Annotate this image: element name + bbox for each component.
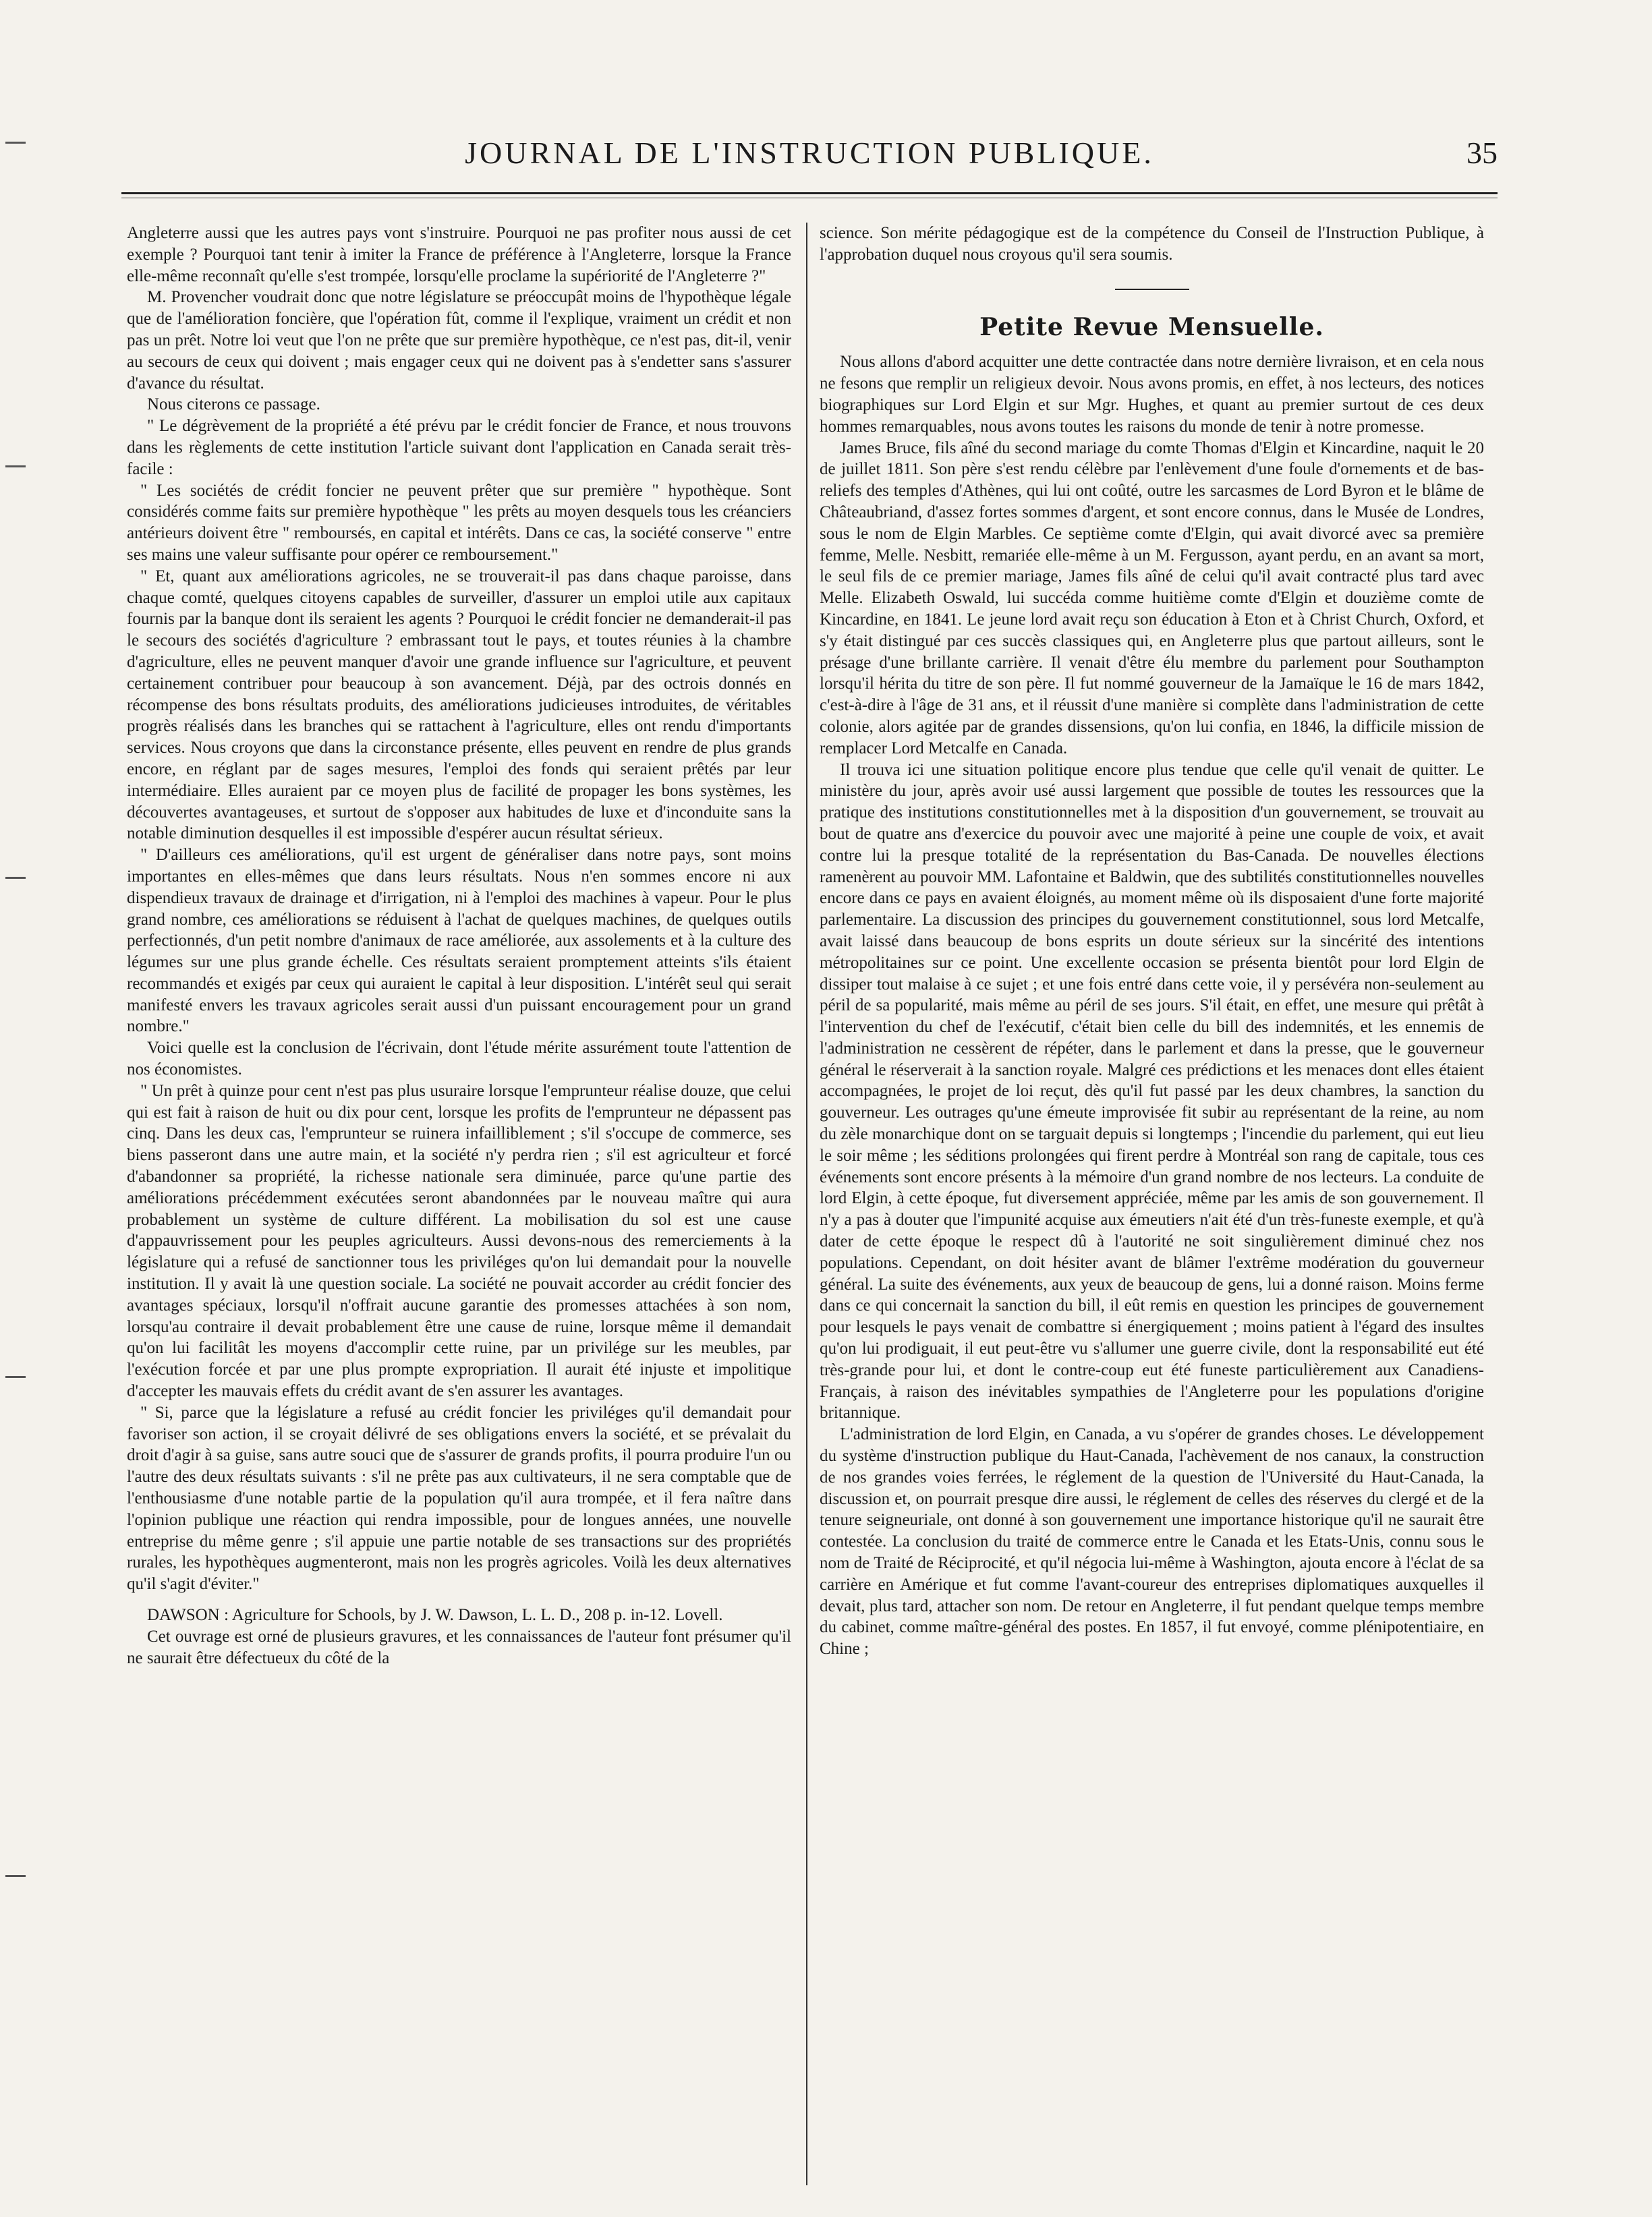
binding-edge — [0, 0, 40, 2217]
quoted-paragraph: " Les sociétés de crédit foncier ne peuvent prêter que sur première " hypothèque. Sont considérés comme faits sur première hypothèque " les prêts au moyen desquels tous les créanciers antérieurs doivent être " remboursés, en capital et intérêts. Dans ce cas, la société conserve " entre ses mains une valeur suffisante pour opérer ce remboursement." — [127, 481, 791, 564]
paragraph: Il trouva ici une situation politique encore plus tendue que celle qu'il venait de quitter. Le ministère du jour, après avoir usé aussi largement que possible de toutes les ressources que la pratique des institutions constitutionnelles met à la disposition d'un gouvernement, se trouvait au bout de quatre ans d'exercice du pouvoir avec une majorité à peine une couple de voix, et avait contre lui la presque totalité de la représentation du Bas-Canada. De nouvelles élections ramenèrent au pouvoir MM. Lafontaine et Baldwin, que des subtilités constitutionnelles nouvelles encore dans ce pays en avaient éloignés, au moment même où ils disposaient d'une forte majorité parlementaire. La discussion des principes du gouvernement constitutionnel, sous lord Metcalfe, avait laissé dans beaucoup de bons esprits un doute sérieux sur la sincérité des intentions métropolitaines sur ce point. Une excellente occasion se présenta bientôt pour lord Elgin de dissiper tout malaise à ce sujet ; et une fois entré dans cette voie, il y persévéra non-seulement au péril de sa popularité, mais même au péril de ses jours. S'il était, en effet, une mesure qui prêtât à l'intervention du chef de l'exécutif, c'était bien celle du bill des indemnités, et les ennemis de l'administration ne cessèrent de répéter, dans le parlement et dans la presse, que le gouverneur général le réserverait à la sanction royale. Malgré ces prédictions et les menaces dont elles étaient accompagnées, le projet de loi reçut, dès qu'il fut passé par les deux chambres, la sanction du gouverneur. Les outrages qu'une émeute improvisée fit subir au représentant de la reine, au nom du zèle monarchique dont on se targuait depuis si longtemps ; l'incendie du parlement, qui eut lieu le soir même ; les séditions prolongées qui firent perdre à Montréal son rang de capitale, tous ces événements sont encore présents à la mémoire d'un grand nombre de nos lecteurs. La conduite de lord Elgin, à cette époque, fut diversement appréciée, même par les amis de son gouvernement. Il n'y a pas à douter que l'impunité acquise aux émeutiers n'ait été d'un très-funeste exemple, et qu'à dater de cette époque le respect dû à l'autorité ne soit singulièrement diminué chez nos populations. Cependant, on doit hésiter avant de blâmer l'extrême modération du gouverneur général. La suite des événements, aux yeux de beaucoup de gens, lui a donné raison. Moins ferme dans ce qui concernait la sanction du bill, il eût remis en question les principes de gouvernement pour lesquels le pays venait de combattre si énergiquement ; moins patient à l'égard des insultes qu'on lui prodiguait, il eut peut-être vu s'allumer une guerre civile, dont la responsabilité eut été très-grande pour lui, et dont le contre-coup eut été funeste particulièrement aux Canadiens-Français, à raison des inévitables sympathies de l'Angleterre pour les populations d'origine britannique. — [820, 760, 1484, 1422]
quoted-paragraph: " D'ailleurs ces améliorations, qu'il est urgent de généraliser dans notre pays, sont moins importantes en elles-mêmes que dans leurs résultats. Nous n'en sommes encore ni aux dispendieux travaux de drainage et d'irrigation, ni à l'emploi des machines à vapeur. Pour le plus grand nombre, ces améliorations se réduisent à l'achat de quelques machines, de quelques outils perfectionnés, d'un petit nombre d'animaux de race améliorée, aux assolements et à la culture des légumes sur une plus grande échelle. Ces résultats seraient promptement atteints s'ils étaient recommandés et exigés par ceux qui auraient le capital à leur disposition. L'intérêt seul qui serait manifesté envers les travaux agricoles serait aussi d'un puissant encouragement pour un grand nombre." — [127, 846, 791, 1036]
quoted-paragraph: " Si, parce que la législature a refusé au crédit foncier les priviléges qu'il demandait pour favoriser son action, il se croyait délivré de ses obligations envers la société, et se prévalait du droit d'agir à sa guise, sans autre souci que de s'assurer de grands profits, il pourra produire l'un ou l'autre des deux résultats suivants : s'il ne prête pas aux cultivateurs, il ne sera comptable que de l'enthousiasme d'une notable partie de la population qu'il aura trompée, et il fera naître dans l'opinion publique une réaction qui rendra impossible, pour de longues années, une nouvelle entreprise du même genre ; s'il appuie une partie notable de ses transactions sur des propriétés rurales, les hypothèques augmenteront, mais non les progrès agricoles. Voilà les deux alternatives qu'il s'agit d'éviter." — [127, 1403, 791, 1594]
paragraph: Cet ouvrage est orné de plusieurs gravures, et les connaissances de l'auteur font présumer qu'il ne saurait être défectueux du côté de la — [127, 1627, 791, 1667]
journal-title: JOURNAL DE L'INSTRUCTION PUBLIQUE. — [465, 136, 1154, 170]
paragraph: Nous allons d'abord acquitter une dette contractée dans notre dernière livraison, et en cela nous ne fesons que remplir un religieux devoir. Nous avons promis, en effet, à nos lecteurs, des notices biographiques sur Lord Elgin et sur Mgr. Hughes, et quant au premier surtout de ces deux hommes remarquables, nous avons toutes les raisons du monde de tenir à notre promesse. — [820, 353, 1484, 436]
paragraph: Voici quelle est la conclusion de l'écrivain, dont l'étude mérite assurément toute l'attention de nos économistes. — [127, 1039, 791, 1079]
quoted-paragraph: " Et, quant aux améliorations agricoles, ne se trouverait-il pas dans chaque paroisse, dans chaque comté, quelques citoyens capables de surveiller, d'assurer un emploi utile aux capitaux fournis par la banque dont ils seraient les agents ? Pourquoi le crédit foncier ne demanderait-il pas le secours des sociétés d'agriculture ? embrassant tout le pays, et toutes réunies à la chambre d'agriculture, elles ne peuvent manquer d'avoir une grande influence sur l'agriculture, et peuvent certainement contribuer pour beaucoup à son avancement. Déjà, par des octrois donnés en récompense des bons résultats produits, des améliorations judicieuses introduites, de véritables progrès réalisés dans les branches qui se rattachent à l'agriculture, elles ont rendu d'importants services. Nous croyons que dans la circonstance présente, elles peuvent en rendre de plus grands encore, en réglant par de sages mesures, l'emploi des fonds qui seraient prêtés par leur intermédiaire. Elles auraient par ce moyen plus de facilité de propager les bons systèmes, les découvertes avantageuses, et surtout de s'opposer aux habitudes de luxe et d'inconduite sans la notable diminution desquelles il est impossible d'espérer aucun résultat sérieux. — [127, 567, 791, 843]
paragraph: M. Provencher voudrait donc que notre législature se préoccupât moins de l'hypothèque légale que de l'amélioration foncière, que l'opération fût, comme il l'explique, vraiment un crédit et non pas un prêt. Notre loi veut que l'on ne prête que sur première hypothèque, ce n'est pas, dit-il, venir au secours de ceux qui doivent ; mais engager ceux qui ne doivent pas à s'endetter sans s'assurer d'avance du résultat. — [127, 288, 791, 393]
right-column — [820, 223, 1484, 2179]
column-divider — [806, 223, 807, 2185]
header-rule — [121, 192, 1498, 194]
paragraph: Nous citerons ce passage. — [147, 395, 320, 414]
paragraph: L'administration de lord Elgin, en Canada, a vu s'opérer de grandes choses. Le développement du système d'instruction publique du Haut-Canada, l'achèvement de nos canaux, la construction de nos grandes voies ferrées, le réglement de la question de l'Université du Haut-Canada, la discussion et, on pourrait presque dire aussi, le réglement de celles des réserves du clergé et de la tenure seigneuriale, ont donné à son gouvernement une importance historique qu'il ne saurait être contestée. La conclusion du traité de commerce entre le Canada et les Etats-Unis, connu sous le nom de Traité de Réciprocité, et qu'il négocia lui-même à Washington, ajouta encore à l'éclat de sa carrière en Amérique et fut comme l'avant-coureur des entreprises diplomatiques auxquelles il devait, plus tard, attacher son nom. De retour en Angleterre, il fut pendant quelque temps membre du cabinet, comme maître-général des postes. En 1857, il fut envoyé, comme plénipotentiaire, en Chine ; — [820, 1425, 1484, 1659]
paragraph: " Le dégrèvement de la propriété a été prévu par le crédit foncier de France, et nous trouvons dans les règlements de cette institution l'article suivant dont l'application en Canada serait très-facile : — [127, 417, 791, 478]
left-column — [127, 223, 791, 2179]
page-number: 35 — [1466, 136, 1498, 170]
paragraph: Angleterre aussi que les autres pays vont s'instruire. Pourquoi ne pas profiter nous aussi de cet exemple ? Pourquoi tant tenir à imiter la France de préférence à l'Angleterre, lorsque la France elle-même reconnaît qu'elle s'est trompée, lorsqu'elle proclame la supériorité de l'Angleterre ?" — [127, 224, 791, 285]
section-separator — [1115, 289, 1189, 290]
section-title: Petite Revue Mensuelle. — [979, 312, 1324, 341]
quoted-paragraph: " Un prêt à quinze pour cent n'est pas plus usuraire lorsque l'emprunteur réalise douze, que celui qui est fait à raison de huit ou dix pour cent, lorsque les profits de l'emprunteur ne dépassent pas cinq. Dans les deux cas, l'emprunteur se ruinera infailliblement ; s'il s'occupe de commerce, ses biens passeront dans une autre main, et la société n'y perdra rien ; s'il est agriculteur et forcé d'abandonner sa propriété, la richesse nationale sera diminuée, parce qu'une partie des améliorations précédemment exécutées seront abandonnées par le nouveau maître qui aura probablement un système de culture différent. La mobilisation du sol est une cause d'appauvrissement pour les peuples agriculteurs. Aussi devons-nous des remerciements à la législature qui a refusé de sanctionner tous les priviléges qu'on lui demandait pour la nouvelle institution. Il y avait là une question sociale. La société ne pouvait accorder au crédit foncier des avantages spéciaux, lorsqu'il n'offrait aucune garantie des promesses attachées à son nom, lorsqu'au contraire il devait probablement être une cause de ruine, lorsque même il demandait qu'on lui facilitât les moyens d'accomplir cette ruine, par un privilége sur les meubles, par l'exécution forcée et par une plus prompte expropriation. Il aurait été injuste et impolitique d'accepter les mauvais effets du crédit avant de s'en assurer les avantages. — [127, 1081, 791, 1401]
running-header — [121, 135, 1498, 182]
paragraph: science. Son mérite pédagogique est de la compétence du Conseil de l'Instruction Publique, à l'approbation duquel nous croyous qu'il sera soumis. — [820, 224, 1484, 264]
paragraph: James Bruce, fils aîné du second mariage du comte Thomas d'Elgin et Kincardine, naquit le 20 de juillet 1811. Son père s'est rendu célèbre par l'enlèvement d'une foule d'ornements et de bas-reliefs des temples d'Athènes, qui lui ont coûté, outre les sarcasmes de Lord Byron et le blâme de Châteaubriand, d'assez fortes sommes d'argent, et sont encore connus, dans le Musée de Londres, sous le nom de Elgin Marbles. Ce septième comte d'Elgin, qui avait divorcé avec sa première femme, Melle. Nesbitt, remariée elle-même à un M. Fergusson, ayant perdu, en an avant sa mort, le seul fils de ce premier mariage, James fils aîné de celui qu'il avait contracté plus tard avec Melle. Elizabeth Oswald, lui succéda comme huitième comte d'Elgin et douzième comte de Kincardine, en 1841. Le jeune lord avait reçu son éducation à Eton et à Christ Church, Oxford, et s'y était distingué par ces succès classiques qui, en Angleterre plus que partout ailleurs, sont le présage d'une brillante carrière. Il venait d'être élu membre du parlement pour Southampton lorsqu'il hérita du titre de son père. Il fut nommé gouverneur de la Jamaïque le 16 de mars 1842, c'est-à-dire à l'âge de 31 ans, et il réussit d'une manière si complète dans l'administration de cette colonie, alors agitée par de grandes dissensions, qu'on lui confia, en 1846, la difficile mission de remplacer Lord Metcalfe en Canada. — [820, 438, 1484, 757]
book-notice: DAWSON : Agriculture for Schools, by J. W. Dawson, L. L. D., 208 p. in-12. Lovell. — [147, 1606, 723, 1624]
